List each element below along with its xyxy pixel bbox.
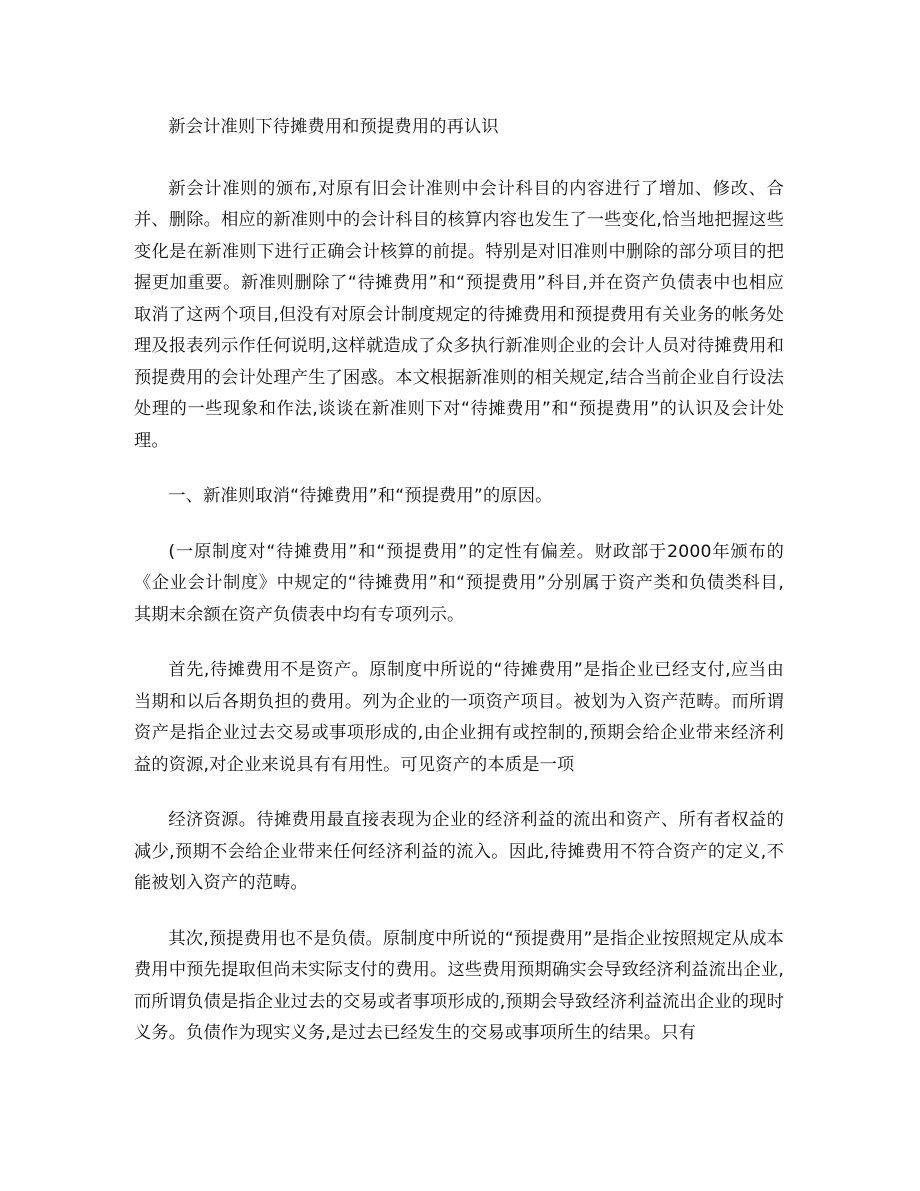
paragraph-economic-resource: 经济资源。待摊费用最直接表现为企业的经济利益的流出和资产、所有者权益的减少,预期不会给企业带来任何经济利益的流入。因此,待摊费用不符合资产的定义,不能被划入资产的范畴。 <box>134 810 784 893</box>
section-heading-1: 一、新准则取消“待摊费用”和“预提费用”的原因。 <box>168 486 553 506</box>
paragraph-accrued-not-liability: 其次,预提费用也不是负债。原制度中所说的“预提费用”是指企业按照规定从成本费用中预先提取但尚未实际支付的费用。这些费用预期确实会导致经济利益流出企业,而所谓负债是指企业过去的交易或者事项形成的,预期会导致经济利益流出企业的现时义务。负债作为现实义务,是过去已经发生的交易或事项所生的结果。只有 <box>134 928 784 1043</box>
document-body <box>134 112 784 1050</box>
paragraph-definition-deviation: (一原制度对“待摊费用”和“预提费用”的定性有偏差。财政部于2000年颁布的《企业会计制度》中规定的“待摊费用”和“预提费用”分别属于资产类和负债类科目,其期末余额在资产负债表中均有专项列示。 <box>134 541 784 625</box>
paragraph-intro: 新会计准则的颁布,对原有旧会计准则中会计科目的内容进行了增加、修改、合并、删除。相应的新准则中的会计科目的核算内容也发生了一些变化,恰当地把握这些变化是在新准则下进行正确会计核算的前提。特别是对旧准则中删除的部分项目的把握更加重要。新准则删除了“待摊费用”和“预提费用”科目,并在资产负债表中也相应取消了这两个项目,但没有对原会计制度规定的待摊费用和预提费用有关业务的帐务处理及报表列示作任何说明,这样就造成了众多执行新准则企业的会计人员对待摊费用和预提费用的会计处理产生了困惑。本文根据新准则的相关规定,结合当前企业自行设法处理的一些现象和作法,谈谈在新准则下对“待摊费用”和“预提费用”的认识及会计处理。 <box>134 178 784 451</box>
paragraph-prepaid-not-asset: 首先,待摊费用不是资产。原制度中所说的“待摊费用”是指企业已经支付,应当由当期和以后各期负担的费用。列为企业的一项资产项目。被划为入资产范畴。而所谓资产是指企业过去交易或事项形成的,由企业拥有或控制的,预期会给企业带来经济利益的资源,对企业来说具有有用性。可见资产的本质是一项 <box>134 660 784 775</box>
document-title: 新会计准则下待摊费用和预提费用的再认识 <box>168 117 499 137</box>
